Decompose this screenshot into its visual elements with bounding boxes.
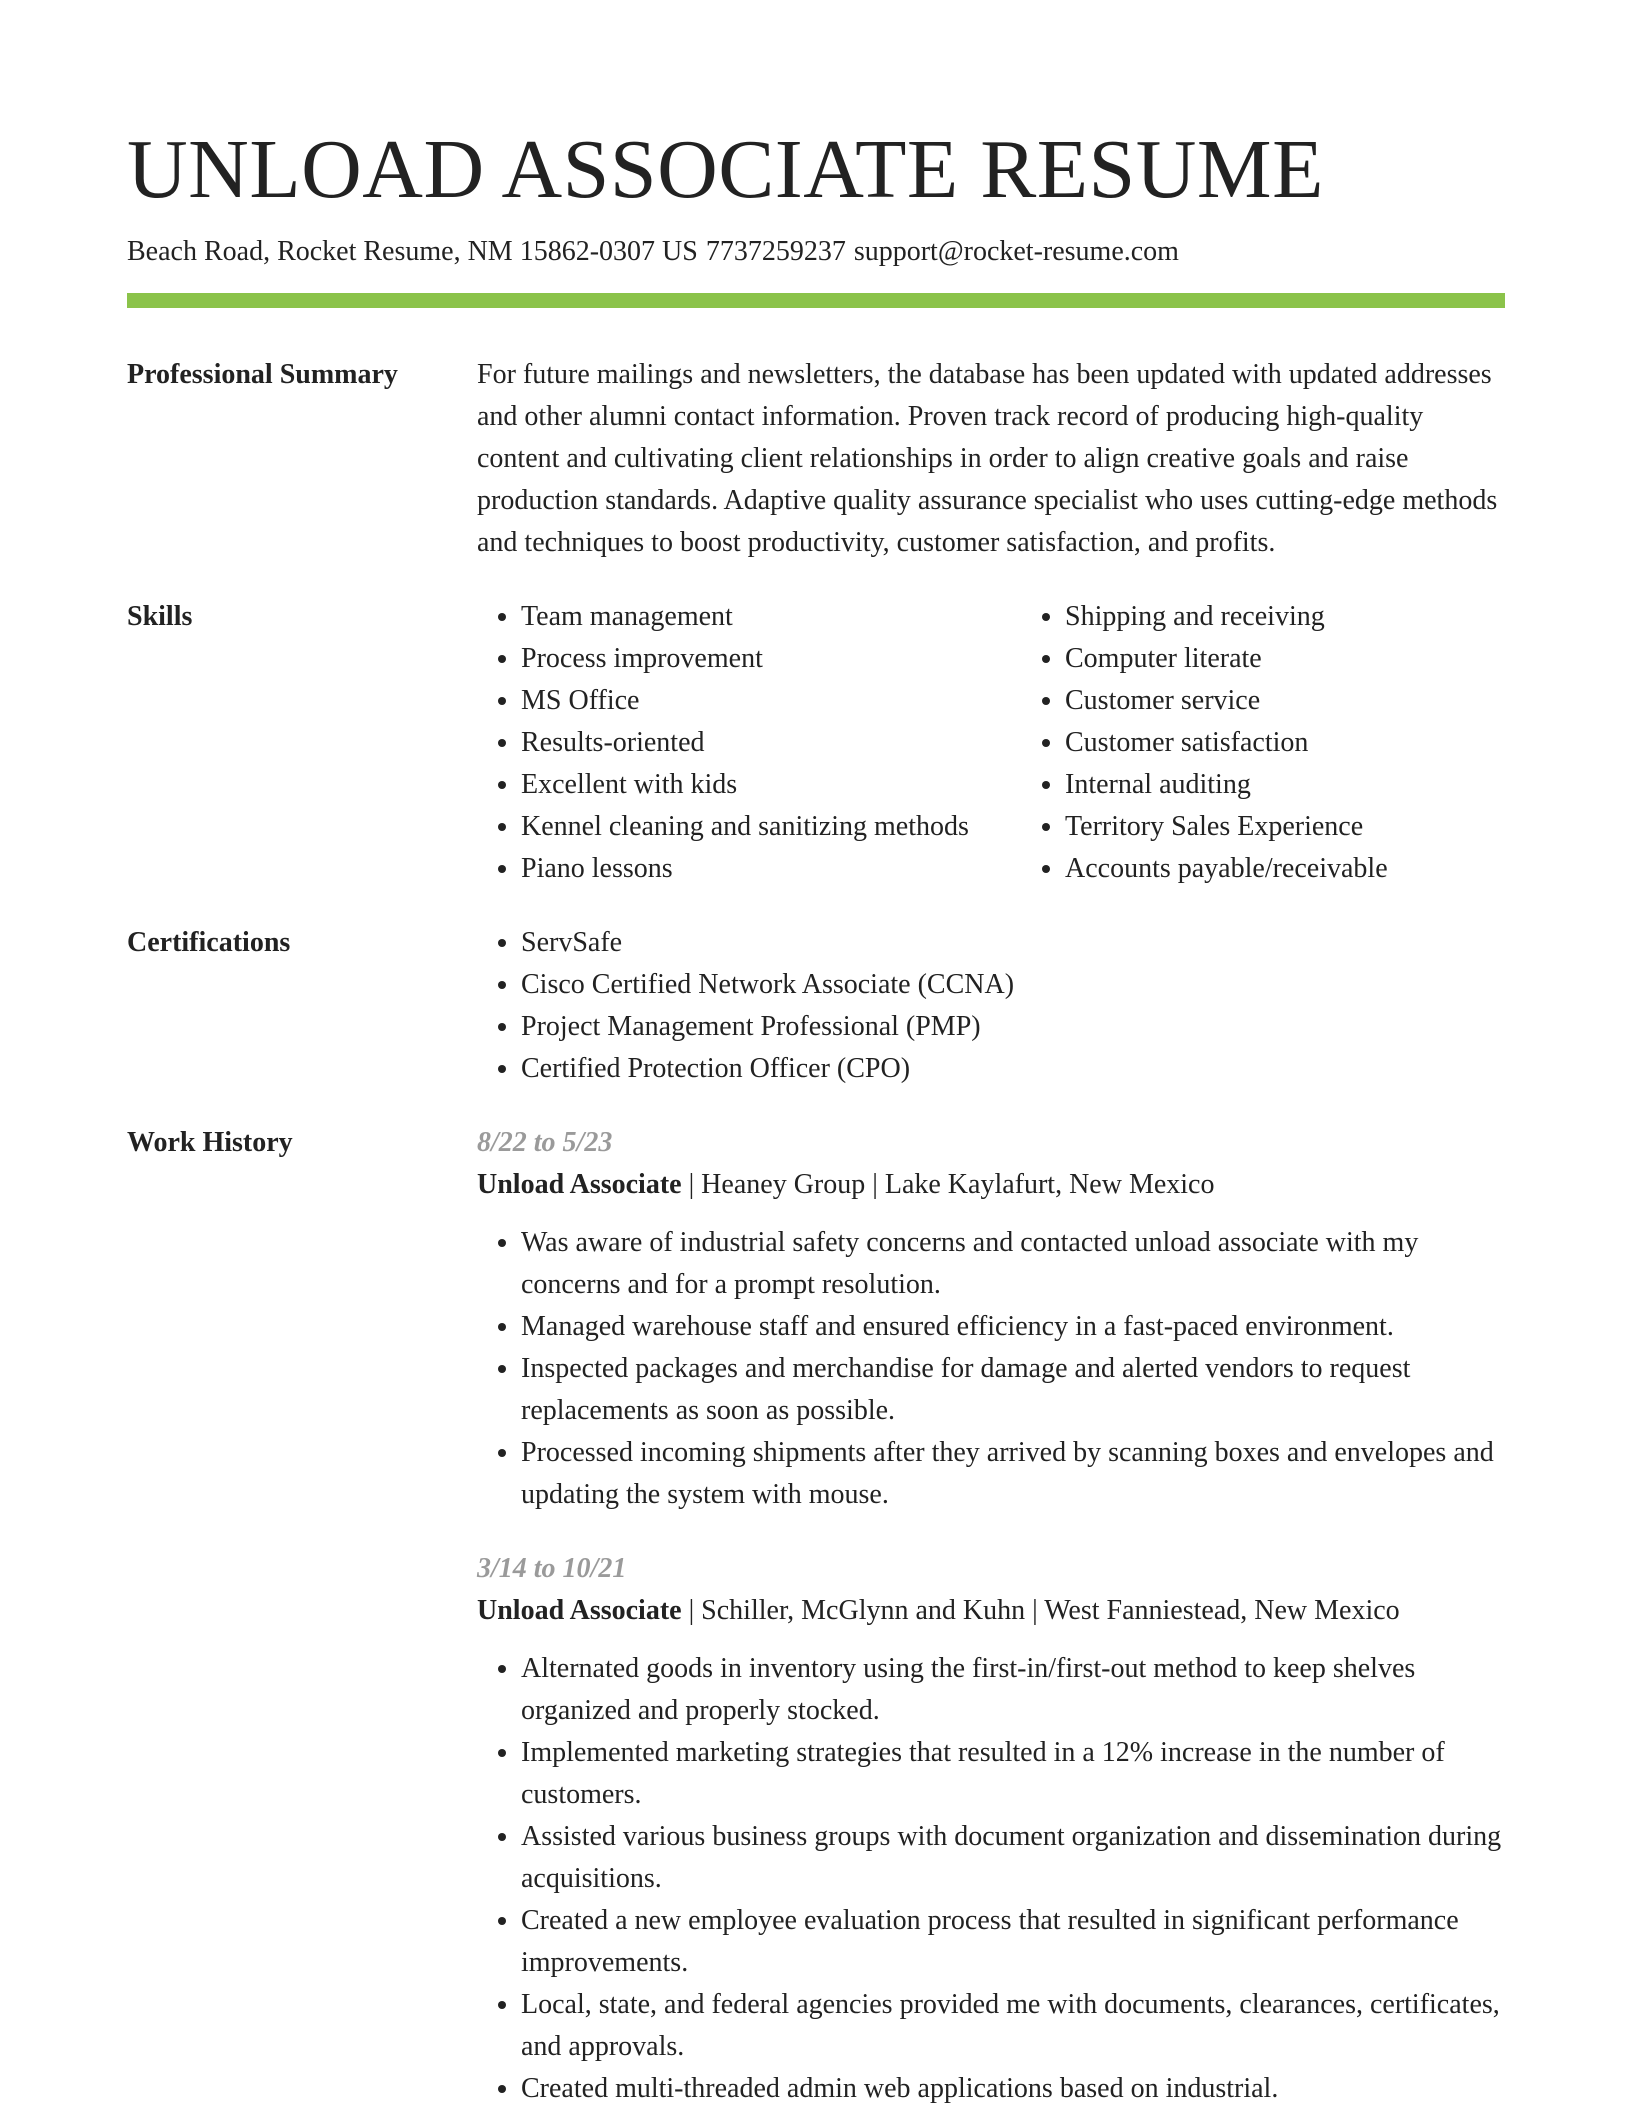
certification-item: • Certified Protection Officer (CPO) bbox=[521, 1048, 1505, 1090]
resume-title: UNLOAD ASSOCIATE RESUME bbox=[127, 123, 1324, 216]
certification-item: • Project Management Professional (PMP) bbox=[521, 1006, 1505, 1048]
certifications-body bbox=[477, 922, 1505, 1090]
contact-address: Beach Road, Rocket Resume, NM 15862-0307 US bbox=[127, 236, 698, 267]
job-title: Unload Associate bbox=[477, 1169, 682, 1200]
job-bullet: • Created multi-threaded admin web applications based on industrial. bbox=[521, 2068, 1505, 2110]
job-title-line bbox=[477, 1590, 1505, 1632]
job-bullet: • Local, state, and federal agencies provided me with documents, clearances, certificates, and approvals. bbox=[521, 1984, 1505, 2068]
certification-item: • ServSafe bbox=[521, 922, 1505, 964]
job-bullet: • Implemented marketing strategies that resulted in a 12% increase in the number of customers. bbox=[521, 1732, 1505, 1816]
job-bullet: • Managed warehouse staff and ensured efficiency in a fast-paced environment. bbox=[521, 1306, 1505, 1348]
contact-line bbox=[127, 232, 1505, 272]
job-entry bbox=[477, 1122, 1505, 1516]
skills-heading: Skills bbox=[127, 601, 193, 632]
job-bullets bbox=[477, 1222, 1505, 1516]
skill-item: • Team management bbox=[521, 596, 1021, 638]
header-divider bbox=[127, 293, 1505, 308]
certifications-list bbox=[477, 922, 1505, 1090]
job-entry bbox=[477, 1548, 1505, 2110]
skill-item: • Customer satisfaction bbox=[1065, 722, 1505, 764]
skill-item: • Results-oriented bbox=[521, 722, 1021, 764]
job-bullet: • Assisted various business groups with document organization and dissemination during acquisitions. bbox=[521, 1816, 1505, 1900]
certifications-heading: Certifications bbox=[127, 927, 291, 958]
job-dates: 3/14 to 10/21 bbox=[477, 1553, 627, 1584]
skills-columns bbox=[477, 596, 1505, 890]
job-title-line bbox=[477, 1164, 1505, 1206]
skill-item: • Computer literate bbox=[1065, 638, 1505, 680]
job-employer-location: | Heaney Group | Lake Kaylafurt, New Mexico bbox=[681, 1169, 1215, 1200]
skill-item: • Shipping and receiving bbox=[1065, 596, 1505, 638]
skill-item: • Excellent with kids bbox=[521, 764, 1021, 806]
job-bullet: • Processed incoming shipments after they arrived by scanning boxes and envelopes and updating the system with mouse. bbox=[521, 1432, 1505, 1516]
job-dates: 8/22 to 5/23 bbox=[477, 1127, 613, 1158]
skills-list-left bbox=[477, 596, 1021, 890]
job-bullet: • Created a new employee evaluation process that resulted in significant performance improvements. bbox=[521, 1900, 1505, 1984]
job-title: Unload Associate bbox=[477, 1595, 682, 1626]
job-employer-location: | Schiller, McGlynn and Kuhn | West Fanniestead, New Mexico bbox=[681, 1595, 1400, 1626]
certifications-section bbox=[127, 922, 1505, 1090]
job-bullet: • Alternated goods in inventory using the first-in/first-out method to keep shelves organized and properly stocked. bbox=[521, 1648, 1505, 1732]
job-bullet: • Inspected packages and merchandise for damage and alerted vendors to request replacements as soon as possible. bbox=[521, 1348, 1505, 1432]
summary-heading: Professional Summary bbox=[127, 359, 398, 390]
contact-email: support@rocket-resume.com bbox=[853, 236, 1179, 267]
job-bullet: • Was aware of industrial safety concerns and contacted unload associate with my concerns and for a prompt resolution. bbox=[521, 1222, 1505, 1306]
skill-item: • MS Office bbox=[521, 680, 1021, 722]
skills-list-right bbox=[1021, 596, 1505, 890]
job-bullets bbox=[477, 1648, 1505, 2110]
work-history-section bbox=[127, 1122, 1505, 2110]
contact-phone: 7737259237 bbox=[705, 236, 846, 267]
skill-item: • Process improvement bbox=[521, 638, 1021, 680]
skill-item: • Internal auditing bbox=[1065, 764, 1505, 806]
skill-item: • Accounts payable/receivable bbox=[1065, 848, 1505, 890]
skill-item: • Territory Sales Experience bbox=[1065, 806, 1505, 848]
certification-item: • Cisco Certified Network Associate (CCNA) bbox=[521, 964, 1505, 1006]
work-history-body bbox=[477, 1122, 1505, 2110]
work-history-heading: Work History bbox=[127, 1127, 293, 1158]
summary-text: For future mailings and newsletters, the database has been updated with updated addresses and other alumni contact information. Proven track record of producing high-quality content and cultivating client relationships in order to align creative goals and raise production standards. Adaptive quality assurance specialist who uses cutting-edge methods and techniques to boost productivity, customer satisfaction, and profits. bbox=[477, 359, 1498, 558]
skill-item: • Customer service bbox=[1065, 680, 1505, 722]
skill-item: • Piano lessons bbox=[521, 848, 1021, 890]
skill-item: • Kennel cleaning and sanitizing methods bbox=[521, 806, 1021, 848]
summary-section bbox=[127, 354, 1505, 564]
skills-section bbox=[127, 596, 1505, 890]
